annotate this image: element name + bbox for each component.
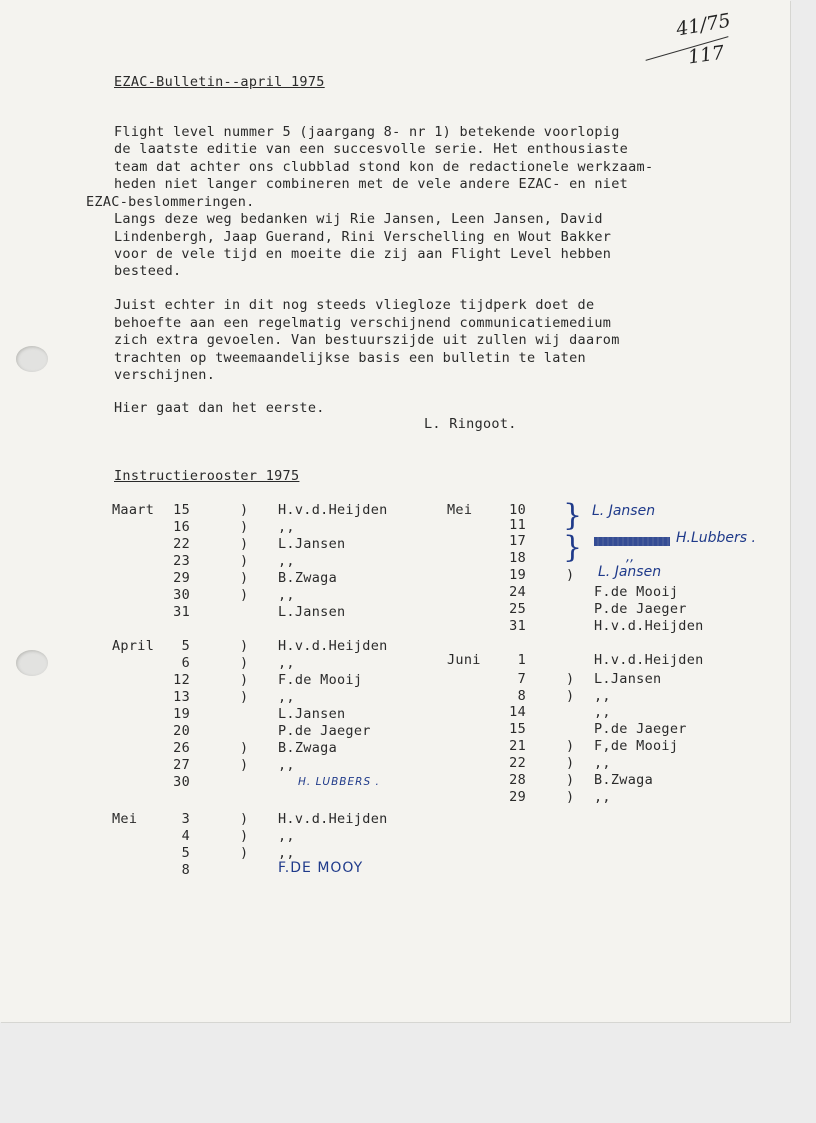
intro-line: verschijnen. bbox=[114, 367, 216, 383]
corner-note-line2: 117 bbox=[686, 41, 726, 69]
schedule-instructor: H.v.d.Heijden bbox=[594, 652, 704, 668]
handwritten-mei19: L. Jansen bbox=[598, 564, 662, 580]
schedule-day: 26 bbox=[173, 740, 190, 756]
intro-line: Lindenbergh, Jaap Guerand, Rini Verschelling en Wout Bakker bbox=[114, 229, 612, 245]
punch-hole-top bbox=[16, 346, 48, 372]
schedule-day: 8 bbox=[517, 688, 526, 704]
intro-line: behoefte aan een regelmatig verschijnend communicatiemedium bbox=[114, 315, 612, 331]
schedule-day: 5 bbox=[181, 845, 190, 861]
schedule-title: Instructierooster 1975 bbox=[114, 468, 300, 484]
schedule-instructor: ,, bbox=[278, 553, 295, 569]
handwritten-mei17: H.Lubbers . bbox=[676, 530, 756, 546]
schedule-day: 14 bbox=[509, 704, 526, 720]
schedule-instructor: B.Zwaga bbox=[278, 570, 337, 586]
schedule-instructor: P.de Jaeger bbox=[278, 723, 371, 739]
handwritten-mei10: L. Jansen bbox=[592, 503, 656, 519]
schedule-instructor: F,de Mooij bbox=[594, 738, 679, 754]
corner-note-line1: 41/75 bbox=[674, 9, 733, 41]
schedule-instructor: F.de Mooij bbox=[278, 672, 363, 688]
handwritten-mei18: ,, bbox=[626, 550, 635, 565]
handwritten-mei8: F.DE MOOY bbox=[278, 860, 364, 876]
schedule-day: 20 bbox=[173, 723, 190, 739]
curly-brace-icon: } bbox=[563, 530, 583, 565]
schedule-day: 31 bbox=[509, 618, 526, 634]
schedule-instructor: ,, bbox=[278, 689, 295, 705]
strikethrough-scribble bbox=[594, 537, 670, 546]
schedule-instructor: H.v.d.Heijden bbox=[594, 618, 704, 634]
intro-line: Juist echter in dit nog steeds vliegloze tijdperk doet de bbox=[114, 297, 595, 313]
schedule-bracket: ) bbox=[566, 755, 575, 771]
schedule-instructor: ,, bbox=[594, 704, 611, 720]
schedule-instructor: P.de Jaeger bbox=[594, 601, 687, 617]
intro-line: EZAC-beslommeringen. bbox=[86, 194, 255, 210]
schedule-day: 30 bbox=[173, 774, 190, 790]
schedule-bracket: ) bbox=[240, 519, 249, 535]
schedule-bracket: ) bbox=[240, 553, 249, 569]
schedule-day: 24 bbox=[509, 584, 526, 600]
schedule-bracket: ) bbox=[566, 738, 575, 754]
intro-line: besteed. bbox=[114, 263, 182, 279]
schedule-instructor: ,, bbox=[278, 828, 295, 844]
schedule-day: 3 bbox=[181, 811, 190, 827]
schedule-day: 6 bbox=[181, 655, 190, 671]
schedule-month-label: Maart bbox=[112, 502, 155, 518]
schedule-instructor: F.de Mooij bbox=[594, 584, 679, 600]
schedule-instructor: L.Jansen bbox=[278, 706, 346, 722]
schedule-day: 27 bbox=[173, 757, 190, 773]
handwritten-apr30: H. LUBBERS . bbox=[298, 776, 380, 788]
schedule-bracket: ) bbox=[566, 789, 575, 805]
schedule-bracket: ) bbox=[240, 638, 249, 654]
schedule-day: 16 bbox=[173, 519, 190, 535]
schedule-instructor: ,, bbox=[594, 688, 611, 704]
schedule-month-label: Mei bbox=[447, 502, 473, 518]
schedule-day: 30 bbox=[173, 587, 190, 603]
schedule-day: 22 bbox=[173, 536, 190, 552]
schedule-day: 11 bbox=[509, 517, 526, 533]
intro-line: Hier gaat dan het eerste. bbox=[114, 400, 325, 416]
schedule-instructor: B.Zwaga bbox=[594, 772, 653, 788]
intro-line: de laatste editie van een succesvolle serie. Het enthousiaste bbox=[114, 141, 629, 157]
schedule-instructor: ,, bbox=[278, 655, 295, 671]
schedule-day: 23 bbox=[173, 553, 190, 569]
schedule-bracket: ) bbox=[240, 828, 249, 844]
schedule-instructor: L.Jansen bbox=[278, 604, 346, 620]
intro-line: zich extra gevoelen. Van bestuurszijde uit zullen wij daarom bbox=[114, 332, 620, 348]
schedule-day: 29 bbox=[509, 789, 526, 805]
schedule-day: 21 bbox=[509, 738, 526, 754]
schedule-instructor: ,, bbox=[278, 845, 295, 861]
schedule-day: 12 bbox=[173, 672, 190, 688]
schedule-bracket: ) bbox=[566, 772, 575, 788]
schedule-day: 25 bbox=[509, 601, 526, 617]
schedule-day: 22 bbox=[509, 755, 526, 771]
punch-hole-bottom bbox=[16, 650, 48, 676]
schedule-bracket: ) bbox=[566, 671, 575, 687]
intro-line: team dat achter ons clubblad stond kon de redactionele werkzaam- bbox=[114, 159, 654, 175]
intro-line: heden niet langer combineren met de vele andere EZAC- en niet bbox=[114, 176, 629, 192]
schedule-instructor: H.v.d.Heijden bbox=[278, 811, 388, 827]
bulletin-title: EZAC-Bulletin--april 1975 bbox=[114, 74, 325, 90]
schedule-bracket: ) bbox=[240, 570, 249, 586]
schedule-instructor: ,, bbox=[594, 755, 611, 771]
schedule-day: 29 bbox=[173, 570, 190, 586]
schedule-instructor: ,, bbox=[594, 789, 611, 805]
schedule-instructor: L.Jansen bbox=[278, 536, 346, 552]
schedule-bracket: ) bbox=[240, 757, 249, 773]
schedule-bracket: ) bbox=[566, 688, 575, 704]
schedule-bracket: ) bbox=[240, 587, 249, 603]
signature: L. Ringoot. bbox=[424, 416, 517, 432]
schedule-bracket: ) bbox=[566, 567, 575, 583]
schedule-instructor: L.Jansen bbox=[594, 671, 662, 687]
schedule-bracket: ) bbox=[240, 740, 249, 756]
schedule-day: 8 bbox=[181, 862, 190, 878]
schedule-day: 15 bbox=[509, 721, 526, 737]
schedule-day: 5 bbox=[181, 638, 190, 654]
schedule-day: 4 bbox=[181, 828, 190, 844]
schedule-day: 13 bbox=[173, 689, 190, 705]
schedule-month-label: April bbox=[112, 638, 155, 654]
schedule-bracket: ) bbox=[240, 672, 249, 688]
intro-line: Flight level nummer 5 (jaargang 8- nr 1) betekende voorlopig bbox=[114, 124, 620, 140]
schedule-instructor: P.de Jaeger bbox=[594, 721, 687, 737]
intro-line: trachten op tweemaandelijkse basis een bulletin te laten bbox=[114, 350, 586, 366]
intro-line: voor de vele tijd en moeite die zij aan Flight Level hebben bbox=[114, 246, 612, 262]
schedule-instructor: B.Zwaga bbox=[278, 740, 337, 756]
schedule-day: 19 bbox=[509, 567, 526, 583]
schedule-instructor: ,, bbox=[278, 757, 295, 773]
schedule-month-label: Mei bbox=[112, 811, 138, 827]
schedule-bracket: ) bbox=[240, 811, 249, 827]
schedule-instructor: ,, bbox=[278, 587, 295, 603]
schedule-instructor: H.v.d.Heijden bbox=[278, 502, 388, 518]
schedule-day: 31 bbox=[173, 604, 190, 620]
schedule-bracket: ) bbox=[240, 655, 249, 671]
schedule-bracket: ) bbox=[240, 689, 249, 705]
schedule-day: 28 bbox=[509, 772, 526, 788]
schedule-month-label: Juni bbox=[447, 652, 481, 668]
schedule-day: 19 bbox=[173, 706, 190, 722]
schedule-bracket: ) bbox=[240, 502, 249, 518]
schedule-instructor: ,, bbox=[278, 519, 295, 535]
schedule-day: 18 bbox=[509, 550, 526, 566]
schedule-day: 10 bbox=[509, 502, 526, 518]
curly-brace-icon: } bbox=[563, 498, 583, 533]
schedule-instructor: H.v.d.Heijden bbox=[278, 638, 388, 654]
schedule-day: 17 bbox=[509, 533, 526, 549]
intro-line: Langs deze weg bedanken wij Rie Jansen, Leen Jansen, David bbox=[114, 211, 603, 227]
schedule-day: 15 bbox=[173, 502, 190, 518]
schedule-bracket: ) bbox=[240, 536, 249, 552]
schedule-day: 1 bbox=[517, 652, 526, 668]
schedule-bracket: ) bbox=[240, 845, 249, 861]
schedule-day: 7 bbox=[517, 671, 526, 687]
